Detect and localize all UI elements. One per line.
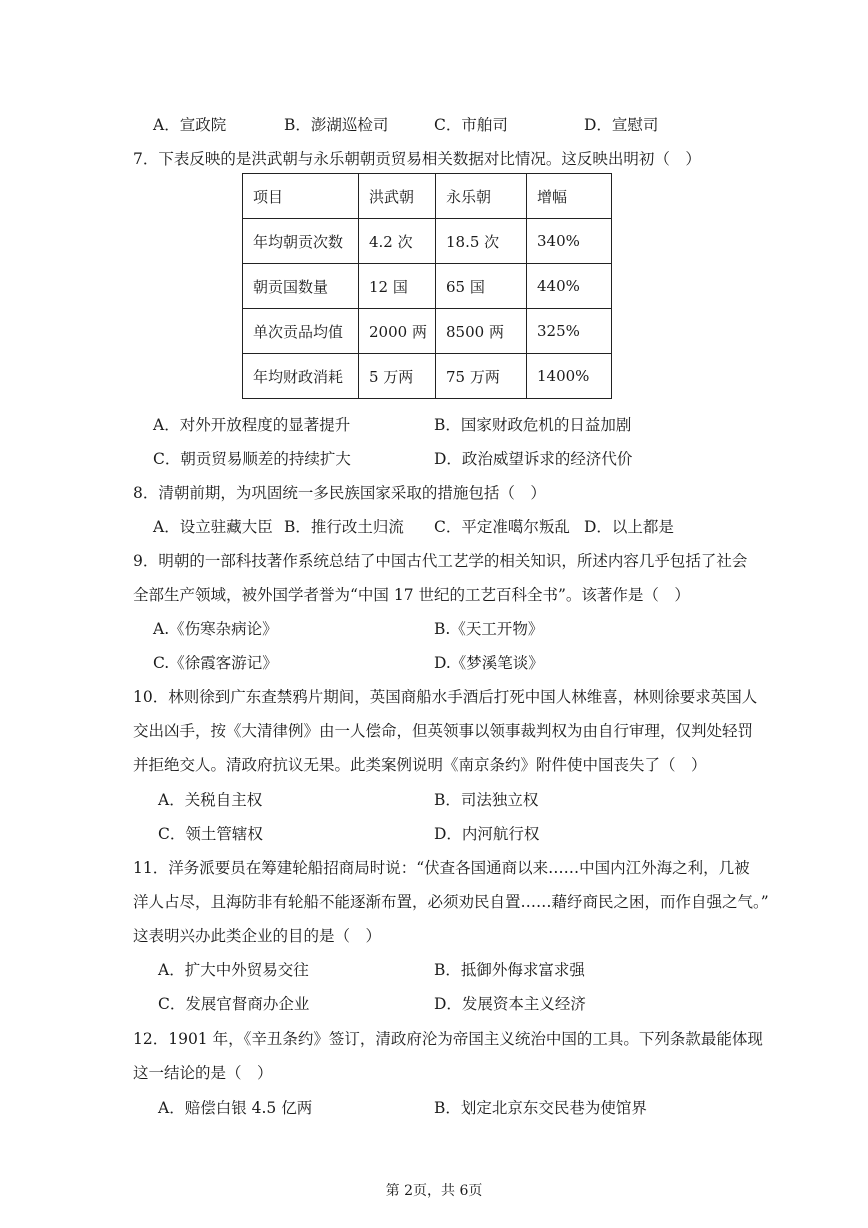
table-cell: 年均财政消耗 bbox=[243, 354, 359, 399]
table-cell: 4.2 次 bbox=[359, 219, 436, 264]
q6-option-a: A．宣政院 bbox=[153, 116, 227, 134]
q10-option-b: B．司法独立权 bbox=[434, 791, 539, 809]
table-cell: 永乐朝 bbox=[436, 174, 527, 219]
table-cell: 5 万两 bbox=[359, 354, 436, 399]
q11-stem-line-1: 11．洋务派要员在筹建轮船招商局时说：“伏查各国通商以来……中国内江外海之利，几被 bbox=[133, 859, 750, 877]
table-cell: 325% bbox=[527, 309, 612, 354]
q11-option-d: D．发展资本主义经济 bbox=[434, 995, 586, 1013]
q12-stem-line-2: 这一结论的是（ ） bbox=[133, 1064, 273, 1082]
q8-option-d: D．以上都是 bbox=[584, 518, 674, 536]
q10-stem-line-3: 并拒绝交人。清政府抗议无果。此类案例说明《南京条约》附件使中国丧失了（ ） bbox=[133, 756, 707, 774]
table-row bbox=[243, 354, 612, 399]
table-row bbox=[243, 264, 612, 309]
q6-option-b: B．澎湖巡检司 bbox=[284, 116, 389, 134]
table-cell: 75 万两 bbox=[436, 354, 527, 399]
table-cell: 2000 两 bbox=[359, 309, 436, 354]
q10-option-c: C．领土管辖权 bbox=[158, 825, 263, 843]
table-cell: 单次贡品均值 bbox=[243, 309, 359, 354]
table-cell: 1400% bbox=[527, 354, 612, 399]
q11-stem-line-3: 这表明兴办此类企业的目的是（ ） bbox=[133, 927, 382, 945]
q10-stem-line-2: 交出凶手，按《大清律例》由一人偿命，但英领事以领事裁判权为由自行审理，仅判处轻罚 bbox=[133, 722, 754, 740]
page-footer: 第 2页，共 6页 bbox=[385, 1183, 483, 1199]
q12-stem-line-1: 12．1901 年，《辛丑条约》签订，清政府沦为帝国主义统治中国的工具。下列条款最能体现 bbox=[133, 1030, 763, 1048]
q9-option-b: B.《天工开物》 bbox=[434, 620, 544, 638]
table-row bbox=[243, 309, 612, 354]
q7-option-c: C．朝贡贸易顺差的持续扩大 bbox=[153, 450, 351, 468]
tribute-data-table bbox=[242, 173, 612, 399]
q7-option-b: B．国家财政危机的日益加剧 bbox=[434, 416, 632, 434]
q9-stem-line-2: 全部生产领域，被外国学者誉为“中国 17 世纪的工艺百科全书”。该著作是（ ） bbox=[133, 586, 690, 604]
table-cell: 增幅 bbox=[527, 174, 612, 219]
table-cell: 65 国 bbox=[436, 264, 527, 309]
q9-option-c: C.《徐霞客游记》 bbox=[153, 654, 278, 672]
table-row bbox=[243, 174, 612, 219]
q11-option-b: B．抵御外侮求富求强 bbox=[434, 961, 585, 979]
q7-option-a: A．对外开放程度的显著提升 bbox=[153, 416, 351, 434]
table-cell: 项目 bbox=[243, 174, 359, 219]
table-cell: 朝贡国数量 bbox=[243, 264, 359, 309]
q8-stem: 8．清朝前期，为巩固统一多民族国家采取的措施包括（ ） bbox=[133, 484, 546, 502]
q8-option-a: A．设立驻藏大臣 bbox=[153, 518, 273, 536]
table-cell: 洪武朝 bbox=[359, 174, 436, 219]
q6-option-d: D．宣慰司 bbox=[584, 116, 659, 134]
q10-stem-line-1: 10．林则徐到广东查禁鸦片期间，英国商船水手酒后打死中国人林维喜，林则徐要求英国人 bbox=[133, 688, 758, 706]
q8-option-c: C．平定准噶尔叛乱 bbox=[434, 518, 570, 536]
q11-stem-line-2: 洋人占尽，且海防非有轮船不能逐渐布置，必须劝民自置……藉纾商民之困，而作自强之气。” bbox=[133, 893, 769, 911]
q10-option-a: A．关税自主权 bbox=[158, 791, 263, 809]
q9-option-a: A.《伤寒杂病论》 bbox=[153, 620, 278, 638]
table-cell: 340% bbox=[527, 219, 612, 264]
q12-option-b: B．划定北京东交民巷为使馆界 bbox=[434, 1099, 647, 1117]
q12-option-a: A．赔偿白银 4.5 亿两 bbox=[158, 1099, 313, 1117]
table-cell: 12 国 bbox=[359, 264, 436, 309]
q10-option-d: D．内河航行权 bbox=[434, 825, 540, 843]
q11-option-c: C．发展官督商办企业 bbox=[158, 995, 310, 1013]
table-cell: 440% bbox=[527, 264, 612, 309]
table-row bbox=[243, 219, 612, 264]
q7-stem: 7．下表反映的是洪武朝与永乐朝朝贡贸易相关数据对比情况。这反映出明初（ ） bbox=[133, 150, 701, 168]
table-cell: 年均朝贡次数 bbox=[243, 219, 359, 264]
table-cell: 8500 两 bbox=[436, 309, 527, 354]
q6-option-c: C．市舶司 bbox=[434, 116, 508, 134]
table-cell: 18.5 次 bbox=[436, 219, 527, 264]
q7-option-d: D．政治威望诉求的经济代价 bbox=[434, 450, 633, 468]
q9-stem-line-1: 9．明朝的一部科技著作系统总结了中国古代工艺学的相关知识，所述内容几乎包括了社会 bbox=[133, 552, 748, 570]
q9-option-d: D.《梦溪笔谈》 bbox=[434, 654, 544, 672]
q11-option-a: A．扩大中外贸易交往 bbox=[158, 961, 309, 979]
q8-option-b: B．推行改土归流 bbox=[284, 518, 404, 536]
